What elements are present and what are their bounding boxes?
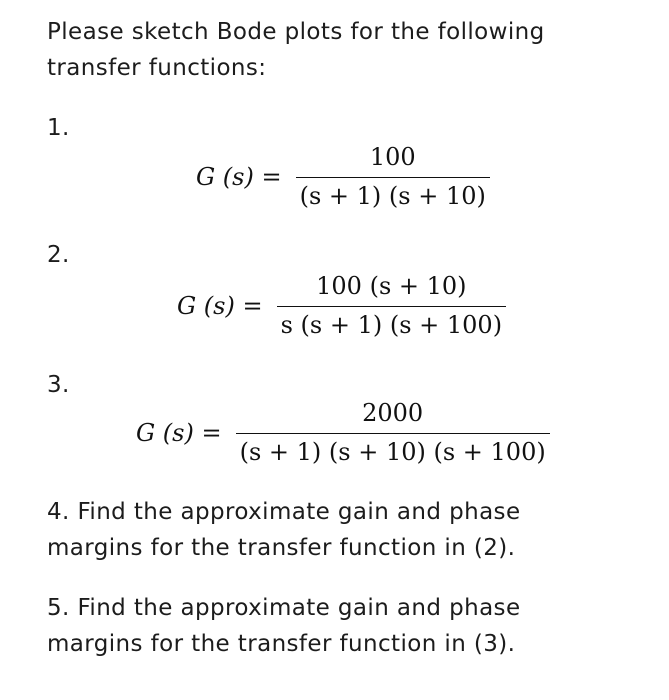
task-5-paragraph <box>47 590 647 662</box>
task-4-paragraph <box>47 494 647 566</box>
task-4-line-2: margins for the transfer function in (2). <box>47 535 516 561</box>
fraction <box>236 399 550 466</box>
numerator: 100 <box>369 143 416 171</box>
intro-line-2: transfer functions: <box>47 55 267 81</box>
numerator: 2000 <box>362 399 424 427</box>
denominator: s (s + 1) (s + 100) <box>280 311 503 339</box>
task-4-line-1: 4. Find the approximate gain and phase <box>47 499 521 525</box>
problem-3-equation <box>136 399 550 466</box>
task-5-line-2: margins for the transfer function in (3). <box>47 631 516 657</box>
problem-1-number: 1. <box>47 115 70 141</box>
equation-lhs: G (s) = <box>196 162 282 191</box>
intro-paragraph <box>47 14 637 86</box>
problem-3-number: 3. <box>47 372 70 398</box>
problem-1-equation <box>196 143 490 210</box>
problem-2-number: 2. <box>47 242 70 268</box>
denominator: (s + 1) (s + 10) (s + 100) <box>239 438 546 466</box>
intro-line-1: Please sketch Bode plots for the following <box>47 19 545 45</box>
task-5-line-1: 5. Find the approximate gain and phase <box>47 595 521 621</box>
fraction <box>296 143 490 210</box>
equation-lhs: G (s) = <box>136 418 222 447</box>
denominator: (s + 1) (s + 10) <box>299 182 486 210</box>
problem-2-equation <box>177 272 506 339</box>
fraction <box>277 272 506 339</box>
equation-lhs: G (s) = <box>177 291 263 320</box>
numerator: 100 (s + 10) <box>316 272 467 300</box>
